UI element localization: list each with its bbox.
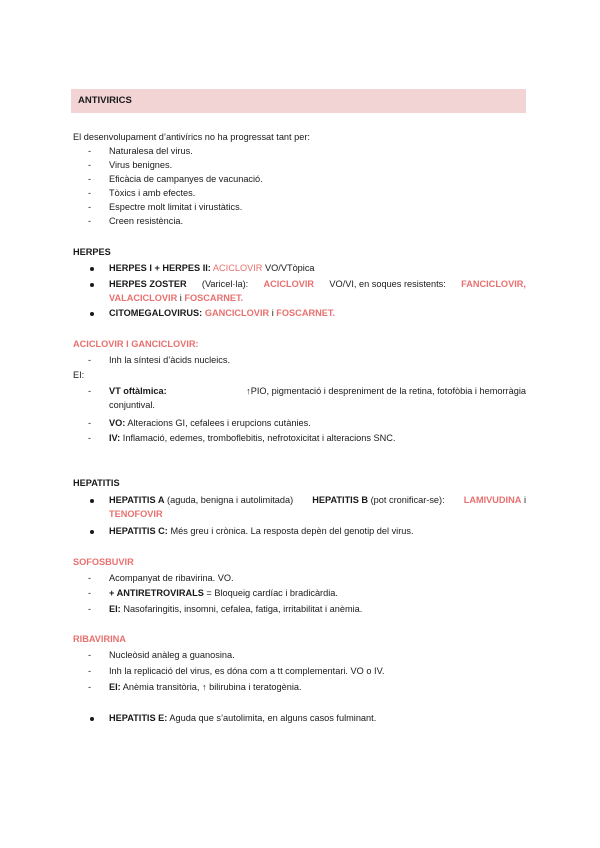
intro-item: Naturalesa del virus.: [109, 146, 193, 156]
herpes-item-3: [109, 307, 335, 319]
aciclovir-iv: [109, 432, 395, 444]
hep-e-label: HEPATITIS E:: [109, 713, 168, 723]
drug-name: FOSCARNET.: [276, 308, 335, 318]
ribavirina-item-1: Nucleòsid anàleg a guanosina.: [109, 650, 235, 660]
herpes-1-label: HERPES I + HERPES II:: [109, 263, 211, 273]
hep-e-text: Aguda que s’autolimita, en alguns casos fulminant.: [169, 713, 377, 723]
hep-a-label: HEPATITIS A: [109, 495, 165, 505]
ei-text: Nasofaringitis, insomni, cefalea, fatiga, irritabilitat i anèmia.: [123, 604, 363, 614]
intro-dash: -: [88, 188, 92, 198]
dash: -: [88, 418, 92, 428]
bullet-icon: [90, 283, 94, 287]
antiretrovirals-label: + ANTIRETROVIRALS: [109, 588, 204, 598]
hepatitis-ab-line-1: [109, 494, 526, 506]
section-heading-ribavirina: RIBAVIRINA: [73, 634, 126, 644]
aciclovir-item-1: Inh la síntesi d’àcids nucleics.: [109, 355, 231, 365]
herpes-item-1: [109, 262, 315, 274]
ei-label: EI:: [109, 682, 121, 692]
vt-text: ↑PIO, pigmentació i despreniment de la retina, fotofòbia i hemorràgia: [246, 386, 526, 396]
conjunction: i: [179, 293, 182, 303]
vo-text: Alteracions GI, cefalees i erupcions cutànies.: [127, 418, 311, 428]
intro-item: Eficàcia de campanyes de vacunació.: [109, 174, 263, 184]
hep-c-label: HEPATITIS C:: [109, 526, 168, 536]
conjunction: i: [271, 308, 274, 318]
drug-name: ACICLOVIR: [212, 263, 263, 273]
sofosbuvir-item-3: [109, 603, 362, 615]
hepatitis-ab-line-2: [109, 508, 163, 520]
section-heading-aciclovir: ACICLOVIR I GANCICLOVIR:: [73, 339, 199, 349]
hepatitis-c: [109, 525, 414, 537]
drug-name: FOSCARNET.: [184, 293, 244, 303]
herpes-item-2-line-2: [109, 292, 243, 304]
section-heading-hepatitis: HEPATITIS: [73, 478, 120, 488]
intro-item: Tòxics i amb efectes.: [109, 188, 196, 198]
herpes-2-label: HERPES ZOSTER: [109, 279, 187, 289]
hep-c-text: Més greu i crònica. La resposta depèn del genotip del virus.: [170, 526, 414, 536]
bullet-icon: [90, 530, 94, 534]
intro-dash: -: [88, 160, 92, 170]
bullet-icon: [90, 267, 94, 271]
sofosbuvir-item-1: Acompanyat de ribavirina. VO.: [109, 573, 234, 583]
ei-label: EI:: [73, 370, 85, 380]
bullet-icon: [90, 312, 94, 316]
bullet-icon: [90, 717, 94, 721]
dash: -: [88, 682, 92, 692]
dash: -: [88, 666, 92, 676]
hep-b-label: HEPATITIS B: [312, 495, 369, 505]
drug-name: FANCICLOVIR,: [461, 279, 526, 289]
intro-item: Creen resistència.: [109, 216, 184, 226]
conjunction: i: [523, 495, 526, 505]
aciclovir-vt-cont: conjuntival.: [109, 400, 155, 410]
sofosbuvir-item-2: [109, 587, 338, 599]
intro-item: Espectre molt limitat i virustàtics.: [109, 202, 243, 212]
ei-text: Anèmia transitòria, ↑ bilirubina i teratogènia.: [122, 682, 302, 692]
herpes-2-text: VO/VI, en soques resistents:: [329, 279, 446, 289]
drug-name: LAMIVUDINA: [463, 495, 522, 505]
drug-name: VALACICLOVIR: [109, 293, 178, 303]
dash: -: [88, 604, 92, 614]
intro-text: El desenvolupament d’antivírics no ha progressat tant per:: [73, 132, 310, 142]
drug-name: GANCICLOVIR: [204, 308, 270, 318]
hep-a-text: (aguda, benigna i autolimitada): [167, 495, 294, 505]
dash: -: [88, 433, 92, 443]
dash: -: [88, 386, 92, 396]
intro-item: Virus benignes.: [109, 160, 173, 170]
intro-dash: -: [88, 174, 92, 184]
iv-text: Inflamació, edemes, tromboflebitis, nefrotoxicitat i alteracions SNC.: [122, 433, 396, 443]
herpes-2-note: (Varicel·la):: [201, 279, 249, 289]
bullet-icon: [90, 499, 94, 503]
ei-label: EI:: [109, 604, 121, 614]
dash: -: [88, 650, 92, 660]
page-title: ANTIVIRICS: [78, 95, 132, 106]
drug-name: TENOFOVIR: [109, 509, 163, 519]
section-heading-sofosbuvir: SOFOSBUVIR: [73, 557, 134, 567]
vo-label: VO:: [109, 418, 126, 428]
section-heading-herpes: HERPES: [73, 247, 111, 257]
herpes-item-2-line-1: [109, 278, 526, 290]
dash: -: [88, 355, 92, 365]
vt-label: VT oftàlmica:: [109, 386, 167, 396]
intro-dash: -: [88, 202, 92, 212]
ribavirina-item-2: Inh la replicació del virus, es dóna com a tt complementari. VO o IV.: [109, 666, 385, 676]
intro-dash: -: [88, 216, 92, 226]
iv-label: IV:: [109, 433, 121, 443]
title-banner: [71, 89, 526, 113]
dash: -: [88, 573, 92, 583]
herpes-3-label: CITOMEGALOVIRUS:: [109, 308, 203, 318]
intro-dash: -: [88, 146, 92, 156]
herpes-1-route: VO/VTòpica: [265, 263, 315, 273]
aciclovir-vo: [109, 417, 311, 429]
drug-name: ACICLOVIR: [263, 279, 315, 289]
hepatitis-e: [109, 712, 376, 724]
ribavirina-item-3: [109, 681, 302, 693]
aciclovir-vt-line: [109, 385, 526, 397]
antiretrovirals-text: = Bloqueig cardíac i bradicàrdia.: [206, 588, 338, 598]
hep-b-text: (pot cronificar-se):: [370, 495, 445, 505]
dash: -: [88, 588, 92, 598]
